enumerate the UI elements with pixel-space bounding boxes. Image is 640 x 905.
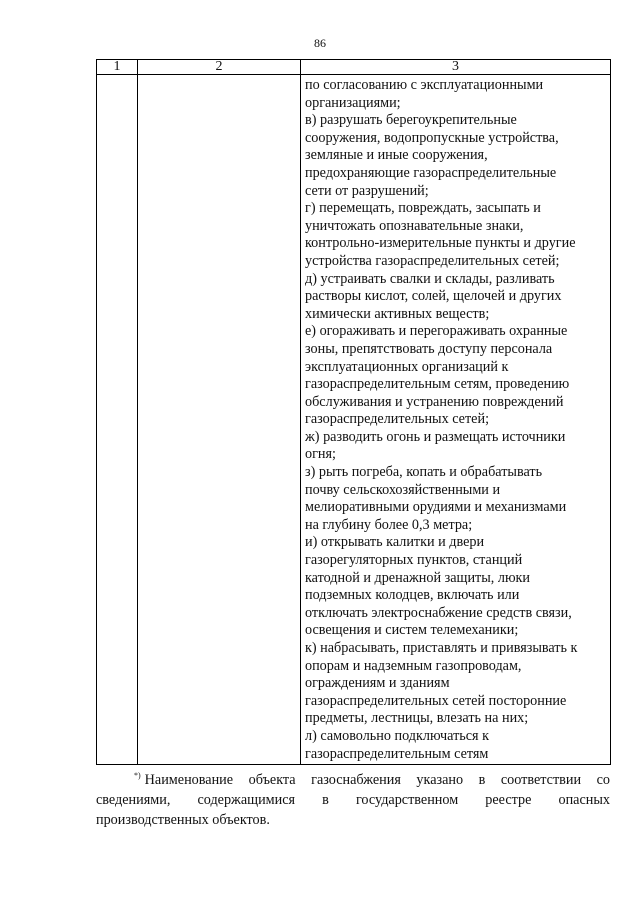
text-line: в) разрушать берегоукрепительные — [305, 112, 517, 129]
text-line: мелиоративными орудиями и механизмами — [305, 499, 567, 516]
text-line: газораспределительным сетям — [305, 745, 489, 762]
text-line: сети от разрушений; — [305, 182, 429, 199]
page-number: 86 — [314, 36, 326, 50]
text-line: катодной и дренажной защиты, люки — [305, 569, 531, 586]
text-line: газорегуляторных пунктов, станций — [305, 552, 523, 569]
text-line: зоны, препятствовать доступу персонала — [305, 340, 553, 357]
table-body-row — [97, 75, 611, 765]
text-line: по согласованию с эксплуатационными — [305, 77, 544, 93]
text-line: на глубину более 0,3 метра; — [305, 516, 473, 533]
text-line: к) набрасывать, приставлять и привязывать к — [305, 640, 578, 656]
cell-col1 — [97, 75, 138, 765]
text-line: организациями; — [305, 94, 401, 111]
text-line: растворы кислот, солей, щелочей и других — [305, 288, 562, 305]
text-line: ограждениям и зданиям — [305, 675, 450, 692]
cell-col3 — [301, 75, 611, 765]
text-line: земляные и иные сооружения, — [305, 147, 488, 164]
document-table — [96, 59, 611, 765]
text-line: почву сельскохозяйственными и — [305, 481, 501, 498]
column-header-3: 3 — [301, 60, 611, 75]
text-line: сооружения, водопропускные устройства, — [305, 129, 559, 146]
text-line: газораспределительных сетей посторонние — [305, 692, 567, 709]
text-line: газораспределительных сетей; — [305, 411, 490, 428]
footnote-line-1 — [96, 766, 610, 790]
text-line: предохраняющие газораспределительные — [305, 164, 557, 181]
cell-col2 — [138, 75, 301, 765]
footnote-line-2: сведениями, содержащимися в государственном реестре опасных — [96, 792, 610, 808]
text-line: з) рыть погреба, копать и обрабатывать — [305, 464, 543, 481]
text-line: огня; — [305, 446, 336, 463]
text-line: уничтожать опознавательные знаки, — [305, 217, 524, 234]
footnote — [96, 766, 610, 830]
text-line: контрольно-измерительные пункты и другие — [305, 235, 576, 252]
text-line: обслуживания и устранению повреждений — [305, 393, 564, 410]
footnote-line-3: производственных объектов. — [96, 812, 270, 828]
column-header-1: 1 — [97, 60, 138, 75]
text-line: д) устраивать свалки и склады, разливать — [305, 270, 555, 287]
text-line: и) открывать калитки и двери — [305, 534, 485, 551]
text-line: подземных колодцев, включать или — [305, 587, 520, 604]
text-line: освещения и систем телемеханики; — [305, 622, 519, 639]
text-line: г) перемещать, повреждать, засыпать и — [305, 200, 541, 217]
text-line: устройства газораспределительных сетей; — [305, 252, 560, 269]
text-line: газораспределительным сетям, проведению — [305, 376, 570, 393]
text-line: опорам и надземным газопроводам, — [305, 657, 522, 674]
column-header-2: 2 — [138, 60, 301, 75]
text-line: е) огораживать и перегораживать охранные — [305, 323, 568, 340]
text-line: ж) разводить огонь и размещать источники — [305, 428, 566, 445]
footnote-text-1: Наименование объекта газоснабжения указано в соответствии со — [144, 772, 610, 788]
text-line: отключать электроснабжение средств связи, — [305, 604, 572, 621]
footnote-marker: *) — [134, 771, 141, 780]
text-line: л) самовольно подключаться к — [305, 727, 490, 744]
table-header-row — [97, 60, 611, 75]
text-line: химически активных веществ; — [305, 305, 490, 322]
text-line: предметы, лестницы, влезать на них; — [305, 710, 529, 727]
text-line: эксплуатационных организаций к — [305, 358, 509, 375]
